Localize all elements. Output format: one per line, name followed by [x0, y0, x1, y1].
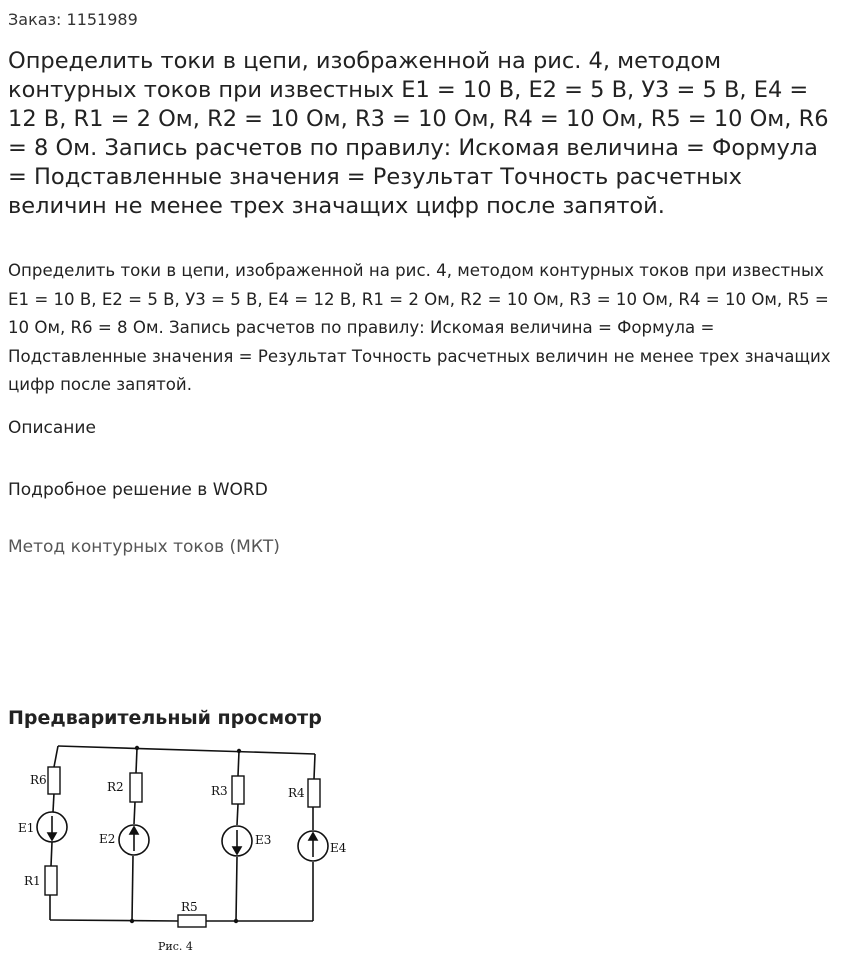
node-bottom-3 [234, 919, 238, 923]
label-r4: R4 [288, 786, 305, 800]
resistor-r5 [178, 915, 206, 927]
circuit-diagram [10, 740, 360, 960]
top-wire [58, 746, 315, 754]
label-r3: R3 [211, 784, 228, 798]
resistor-r1 [45, 866, 57, 895]
method-link[interactable]: Метод контурных токов (МКТ) [8, 537, 280, 557]
resistor-r6 [48, 767, 60, 794]
description-heading: Описание [8, 418, 96, 438]
resistor-r3 [232, 776, 244, 804]
label-e4: E4 [330, 841, 347, 855]
preview-heading: Предварительный просмотр [8, 707, 322, 729]
label-r2: R2 [107, 780, 124, 794]
order-number: Заказ: 1151989 [8, 10, 138, 29]
problem-description: Определить токи в цепи, изображенной на рис. 4, методом контурных токов при известных Е1 = 10 В, Е2 = 5 В, У3 = 5 В, Е4 = 12 В, R1 = 2 Ом, R2 = 10 Ом, R3 = 10 Ом, R4 = 10 Ом, R5 = 10 Ом, R6 = 8 Ом. Запись расчетов по правилу: Искомая величина = Формула = Подставленные значения = Результат Точность расчетных величин не менее трех значащих цифр после запятой. [8, 261, 831, 395]
resistor-r4 [308, 779, 320, 807]
label-e3: E3 [255, 833, 272, 847]
bottom-wire-left [50, 920, 178, 921]
circuit-preview [10, 740, 360, 960]
label-r5: R5 [181, 900, 198, 914]
solution-format: Подробное решение в WORD [8, 480, 268, 500]
problem-title: Определить токи в цепи, изображенной на рис. 4, методом контурных токов при известных Е1 = 10 В, Е2 = 5 В, У3 = 5 В, Е4 = 12 В, R1 = 2 Ом, R2 = 10 Ом, R3 = 10 Ом, R4 = 10 Ом, R5 = 10 Ом, R6 = 8 Ом. Запись расчетов по правилу: Искомая величина = Формула = Подставленные значения = Результат Точность расчетных величин не менее трех значащих цифр после запятой. [8, 48, 829, 219]
node-top-2 [135, 746, 139, 750]
label-r6: R6 [30, 773, 47, 787]
node-bottom-2 [130, 919, 134, 923]
resistor-r2 [130, 773, 142, 802]
label-r1: R1 [24, 874, 41, 888]
node-top-3 [237, 749, 241, 753]
label-e1: E1 [18, 821, 35, 835]
label-e2: E2 [99, 832, 116, 846]
figure-caption: Рис. 4 [158, 940, 193, 953]
